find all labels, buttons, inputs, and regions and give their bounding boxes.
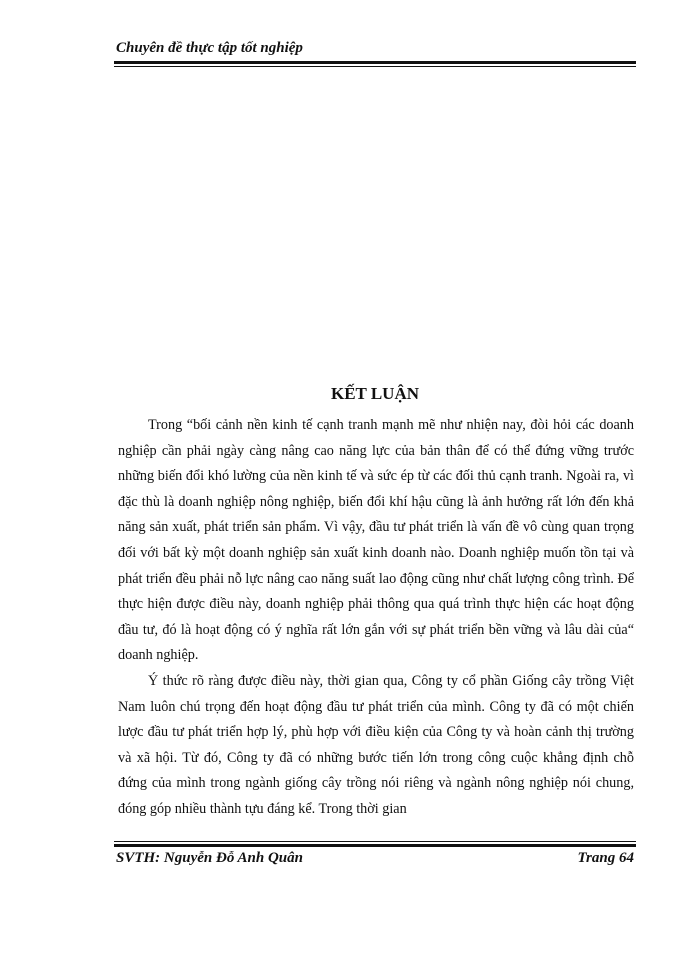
section-title: KẾT LUẬN bbox=[330, 384, 419, 403]
header-title: Chuyên đề thực tập tốt nghiệp bbox=[116, 40, 303, 56]
footer-author: SVTH: Nguyễn Đỗ Anh Quân bbox=[116, 850, 303, 866]
body-text bbox=[118, 413, 634, 823]
footer-page-number: Trang 64 bbox=[577, 850, 634, 866]
header-rule-thin bbox=[114, 66, 636, 67]
footer-rule-thick bbox=[114, 844, 636, 847]
header-rule-thick bbox=[114, 61, 636, 64]
paragraph: Ý thức rõ ràng được điều này, thời gian qua, Công ty cổ phần Giống cây trồng Việt Nam luôn chú trọng đến hoạt động đầu tư phát triển của mình. Công ty đã có một chiến lược đầu tư phát triển hợp lý, phù hợp với điều kiện của Công ty và hoàn cảnh thị trường và xã hội. Từ đó, Công ty đã có những bước tiến lớn trong công cuộc khẳng định chỗ đứng của mình trong ngành giống cây trồng nói riêng và ngành nông nghiệp nói chung, đóng góp nhiều thành tựu đáng kể. Trong thời gian bbox=[118, 672, 634, 817]
paragraph: Trong “bối cảnh nền kinh tế cạnh tranh mạnh mẽ như nhiện nay, đòi hỏi các doanh nghiệp cần phải ngày càng nâng cao năng lực của bản thân để có thể đứng vững trước những biến đổi khó lường của nền kinh tế và sức ép từ các đối thủ cạnh tranh. Ngoài ra, vì đặc thù là doanh nghiệp nông nghiệp, biến đổi khí hậu cũng là ảnh hưởng rất lớn đến khả năng sản xuất, phát triển sản phẩm. Vì vậy, đầu tư phát triển là vấn đề vô cùng quan trọng đối với bất kỳ một doanh nghiệp sản xuất kinh doanh nào. Doanh nghiệp muốn tồn tại và phát triển đều phải nỗ lực nâng cao năng suất lao động cũng như chất lượng công trình. Để thực hiện được điều này, doanh nghiệp phải thông qua quá trình thực hiện các hoạt động đầu tư, đó là hoạt động có ý nghĩa rất lớn gắn với sự phát triển bền vững và lâu dài của“ doanh nghiệp. bbox=[118, 417, 634, 664]
footer-rule-thin bbox=[114, 841, 636, 842]
